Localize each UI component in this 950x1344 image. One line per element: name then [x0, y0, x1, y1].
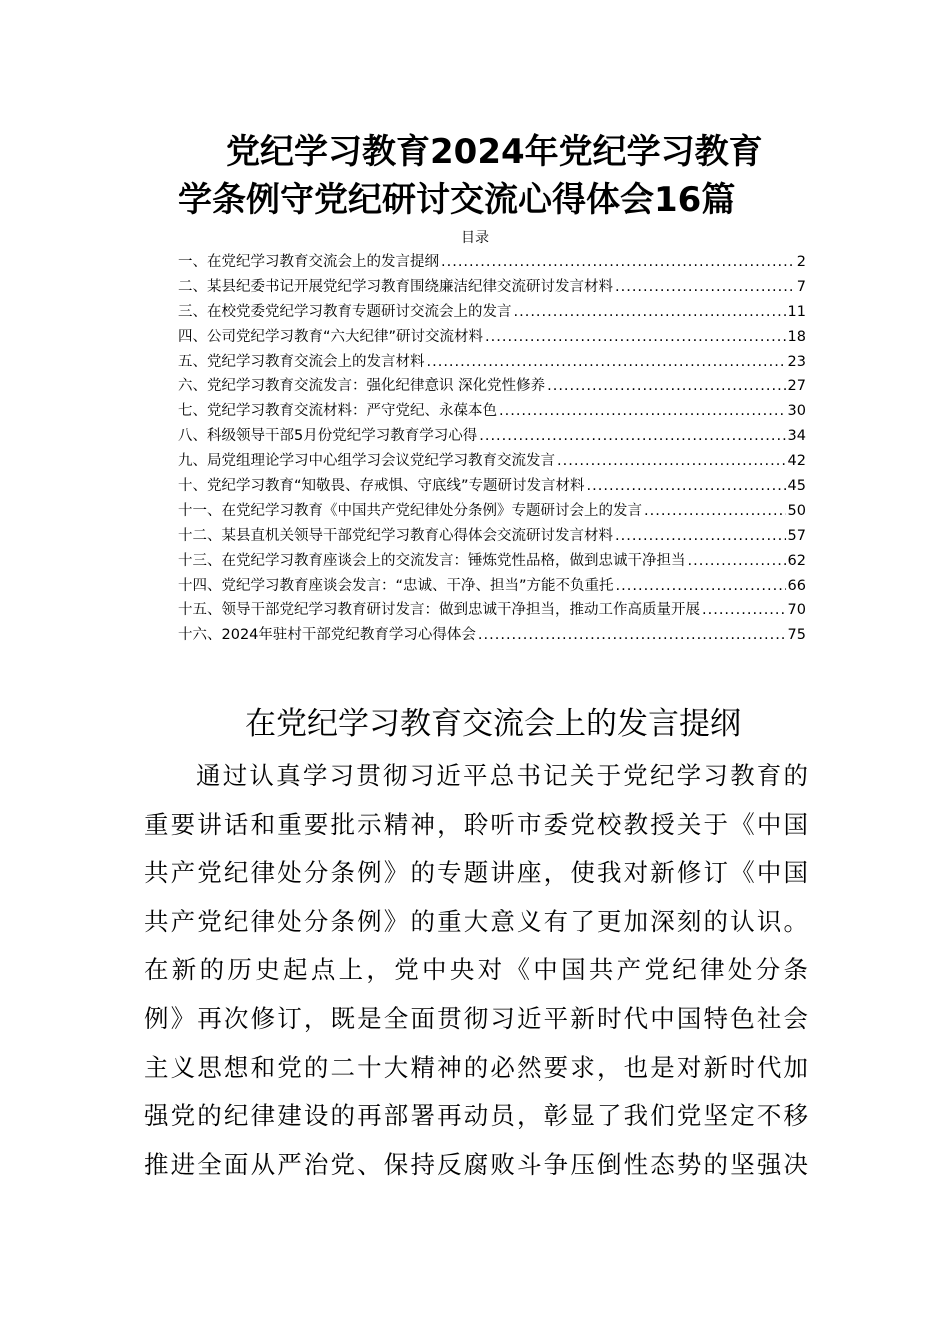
toc-entry[interactable] [178, 623, 806, 648]
toc-dot-leader [499, 399, 786, 424]
toc-entry-page-number: 30 [787, 403, 806, 420]
toc-entry-page-number: 27 [787, 378, 806, 395]
toc-dot-leader [427, 350, 786, 375]
toc-entry[interactable] [178, 350, 806, 375]
toc-dot-leader [616, 574, 786, 599]
toc-entry[interactable] [178, 300, 806, 325]
toc-dot-leader [547, 374, 785, 399]
toc-entry[interactable] [178, 449, 806, 474]
document-title [150, 128, 810, 224]
toc-dot-leader [557, 449, 786, 474]
toc-entry-label: 十六、2024年驻村干部党纪教育学习心得体会 [178, 627, 476, 644]
toc-entry[interactable] [178, 399, 806, 424]
toc-entry-label: 十二、某县直机关领导干部党纪学习教育心得体会交流研讨发言材料 [178, 527, 613, 544]
toc-heading: 目录 [461, 230, 489, 246]
toc-entry-label: 五、党纪学习教育交流会上的发言材料 [178, 353, 425, 370]
toc-entry-page-number: 66 [787, 577, 806, 594]
body-text-line: 通过认真学习贯彻习近平总书记关于党纪学习教育的 [196, 761, 808, 790]
toc-entry-page-number: 34 [787, 428, 806, 445]
toc-entry-label: 十一、在党纪学习教育《中国共产党纪律处分条例》专题研讨会上的发言 [178, 502, 642, 519]
toc-entry-page-number: 62 [787, 552, 806, 569]
toc-entry-label: 十三、在党纪学习教育座谈会上的交流发言：锤炼党性品格，做到忠诚干净担当 [178, 552, 686, 569]
toc-entry-label: 一、在党纪学习教育交流会上的发言提纲 [178, 254, 439, 270]
toc-entry-label: 六、党纪学习教育交流发言：强化纪律意识 深化党性修养 [178, 378, 546, 395]
toc-entry[interactable] [178, 374, 806, 399]
toc-entry[interactable] [178, 524, 806, 549]
body-text-line: 在新的历史起点上，党中央对《中国共产党纪律处分条 [144, 955, 808, 985]
toc-entry-label: 二、某县纪委书记开展党纪学习教育围绕廉洁纪律交流研讨发言材料 [178, 278, 613, 295]
toc-entry-label: 三、在校党委党纪学习教育专题研讨交流会上的发言 [178, 303, 512, 320]
body-text-line: 推进全面从严治党、保持反腐败斗争压倒性态势的坚强决 [144, 1149, 808, 1179]
toc-entry-page-number: 45 [787, 478, 806, 495]
toc-dot-leader [441, 250, 795, 275]
toc-entry-label: 十五、领导干部党纪学习教育研讨发言：做到忠诚干净担当，推动工作高质量开展 [178, 602, 700, 619]
toc-entry[interactable] [178, 499, 806, 524]
toc-entry[interactable] [178, 424, 806, 449]
toc-entry-label: 七、党纪学习教育交流材料：严守党纪、永葆本色 [178, 403, 497, 420]
toc-entry-page-number: 75 [787, 627, 806, 644]
toc-entry-label: 十四、党纪学习教育座谈会发言：“忠诚、干净、担当”方能不负重托 [178, 577, 614, 594]
toc-dot-leader [702, 598, 786, 623]
body-text-line: 共产党纪律处分条例》的专题讲座，使我对新修订《中国 [144, 858, 808, 888]
toc-entry[interactable] [178, 275, 806, 300]
toc-entry[interactable] [178, 325, 806, 350]
toc-entry[interactable] [178, 598, 806, 623]
toc-entry-page-number: 50 [787, 502, 806, 519]
document-title-line-1: 党纪学习教育2024年党纪学习教育 [226, 132, 763, 172]
body-text-line: 共产党纪律处分条例》的重大意义有了更加深刻的认识。 [144, 906, 808, 936]
toc-entry-label: 四、公司党纪学习教育“六大纪律”研讨交流材料 [178, 328, 484, 345]
toc-dot-leader [587, 474, 786, 499]
toc-entry[interactable] [178, 574, 806, 599]
toc-entry[interactable] [178, 549, 806, 574]
toc-dot-leader [644, 499, 786, 524]
toc-entry[interactable] [178, 474, 806, 499]
body-text-line: 例》再次修订，既是全面贯彻习近平新时代中国特色社会 [144, 1003, 808, 1033]
toc-entry-page-number: 7 [796, 278, 806, 295]
toc-dot-leader [485, 325, 786, 350]
body-text-line: 强党的纪律建设的再部署再动员，彰显了我们党坚定不移 [144, 1101, 808, 1131]
toc-dot-leader [615, 275, 795, 300]
toc-entry-label: 八、科级领导干部5月份党纪学习教育学习心得 [178, 428, 478, 445]
toc-dot-leader [688, 549, 786, 574]
toc-entry-page-number: 42 [787, 453, 806, 470]
toc-dot-leader [478, 623, 786, 648]
toc-entry-page-number: 11 [787, 303, 806, 320]
body-paragraph [144, 752, 808, 1189]
toc-entry-page-number: 70 [787, 602, 806, 619]
toc-entry-page-number: 57 [787, 527, 806, 544]
toc-entry-label: 十、党纪学习教育“知敬畏、存戒惧、守底线”专题研讨发言材料 [178, 478, 585, 495]
toc-entry-page-number: 18 [787, 328, 806, 345]
toc-entry-page-number: 23 [787, 353, 806, 370]
toc-entry-page-number: 2 [796, 254, 806, 270]
toc-entry-label: 九、局党组理论学习中心组学习会议党纪学习教育交流发言 [178, 453, 555, 470]
body-text-line: 主义思想和党的二十大精神的必然要求，也是对新时代加 [144, 1052, 808, 1082]
toc-entry[interactable] [178, 250, 806, 275]
toc-dot-leader [615, 524, 786, 549]
toc-dot-leader [514, 300, 786, 325]
toc-dot-leader [479, 424, 785, 449]
document-title-line-2: 学条例守党纪研讨交流心得体会16篇 [178, 180, 736, 220]
section-title: 在党纪学习教育交流会上的发言提纲 [245, 706, 741, 742]
body-text-line: 重要讲话和重要批示精神，聆听市委党校教授关于《中国 [144, 809, 808, 839]
table-of-contents [178, 250, 806, 648]
